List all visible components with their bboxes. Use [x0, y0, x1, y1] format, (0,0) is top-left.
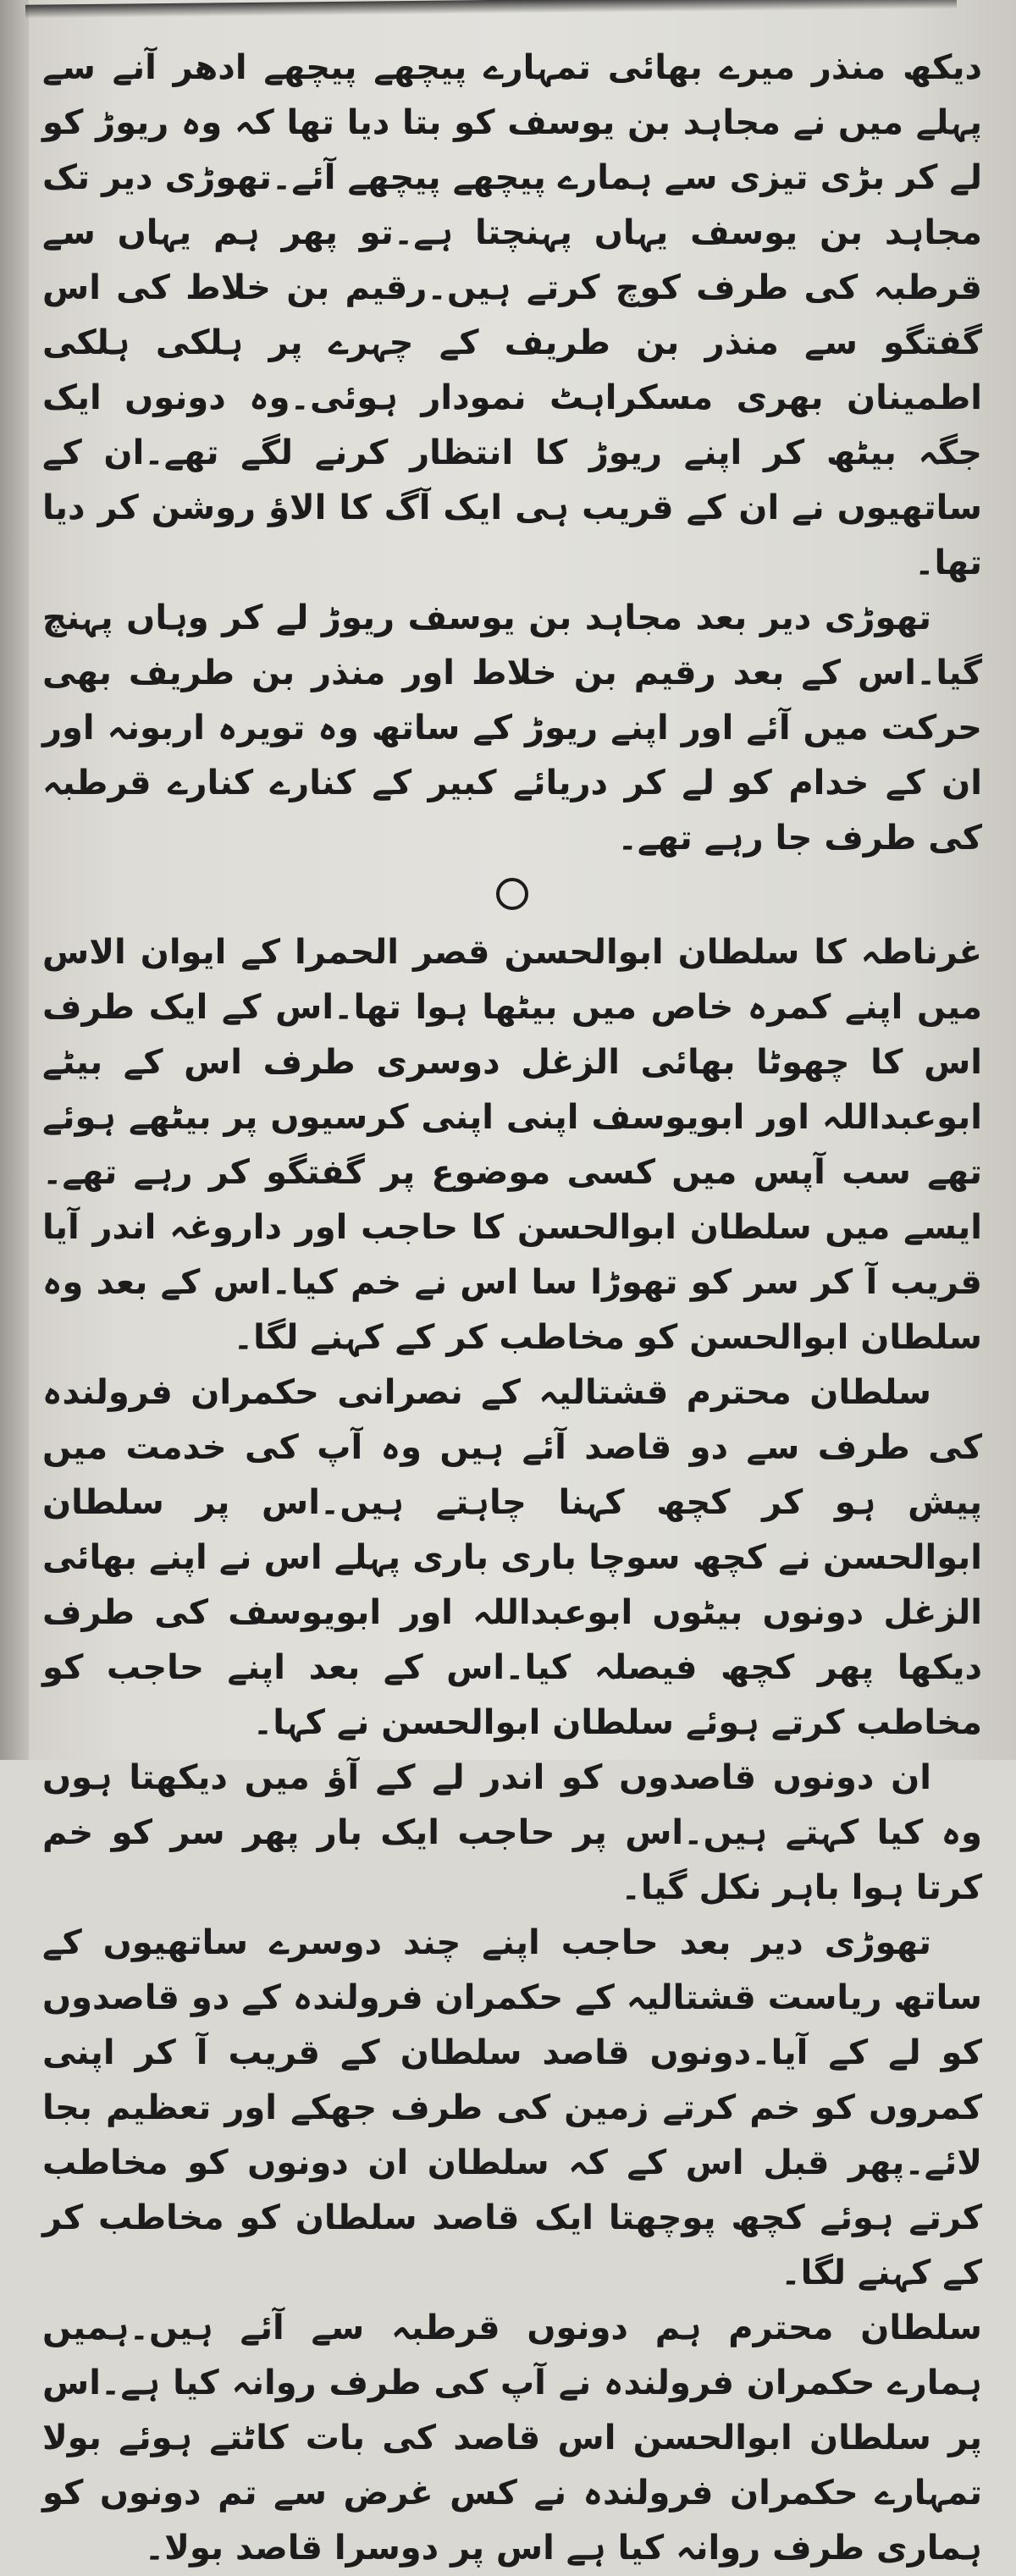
section-separator — [42, 869, 982, 918]
paragraph: تھوڑی دیر بعد مجاہد بن یوسف ریوڑ لے کر وہاں پہنچ گیا۔اس کے بعد رقیم بن خلاط اور منذر بن طریف بھی حرکت میں آئے اور اپنے ریوڑ کے ساتھ وہ تویرہ اربونہ اور ان کے خدام کو لے کر دریائے کبیر کے کنارے کنارے قرطبہ کی طرف جا رہے تھے۔ — [42, 598, 982, 858]
paragraph: دیکھ منذر میرے بھائی تمہارے پیچھے پیچھے ادھر آنے سے پہلے میں نے مجاہد بن یوسف کو بتا دیا تھا کہ وہ ریوڑ کو لے کر بڑی تیزی سے ہمارے پیچھے پیچھے آئے۔تھوڑی دیر تک مجاہد بن یوسف یہاں پہنچتا ہے۔تو پھر ہم یہاں سے قرطبہ کی طرف کوچ کرتے ہیں۔رقیم بن خلاط کی اس گفتگو سے منذر بن طریف کے چہرے پر ہلکی ہلکی اطمینان بھری مسکراہٹ نمودار ہوئی۔وہ دونوں ایک جگہ بیٹھ کر اپنے ریوڑ کا انتظار کرنے لگے تھے۔ان کے ساتھیوں نے ان کے قریب ہی ایک آگ کا الاؤ روشن کر دیا تھا۔ — [42, 48, 982, 582]
circle-separator-icon — [496, 878, 528, 910]
paragraph: سلطان محترم قشتالیہ کے نصرانی حکمران فرولندہ کی طرف سے دو قاصد آئے ہیں وہ آپ کی خدمت میں پیش ہو کر کچھ کہنا چاہتے ہیں۔اس پر سلطان ابوالحسن نے کچھ سوچا باری باری پہلے اس نے اپنے بھائی الزغل دونوں بیٹوں ابوعبداللہ اور ابویوسف کی طرف دیکھا پھر کچھ فیصلہ کیا۔اس کے بعد اپنے حاجب کو مخاطب کرتے ہوئے سلطان ابوالحسن نے کہا۔ — [42, 1373, 982, 1742]
paragraph: ان دونوں قاصدوں کو اندر لے کے آؤ میں دیکھتا ہوں وہ کیا کہتے ہیں۔اس پر حاجب ایک بار پھر سر کو خم کرتا ہوا باہر نکل گیا۔ — [42, 1758, 982, 1907]
paragraph: غرناطہ کا سلطان ابوالحسن قصر الحمرا کے ایوان الاس میں اپنے کمرہ خاص میں بیٹھا ہوا تھا۔اس کے ایک طرف اس کا چھوٹا بھائی الزغل دوسری طرف اس کے بیٹے ابوعبداللہ اور ابویوسف اپنی اپنی کرسیوں پر بیٹھے ہوئے تھے سب آپس میں کسی موضوع پر گفتگو کر رہے تھے۔ایسے میں سلطان ابوالحسن کا حاجب اور داروغہ اندر آیا قریب آ کر سر کو تھوڑا سا اس نے خم کیا۔اس کے بعد وہ سلطان ابوالحسن کو مخاطب کر کے کہنے لگا۔ — [42, 933, 982, 1357]
page-binding-edge — [0, 0, 29, 1760]
text-block — [42, 41, 982, 2576]
page-top-shadow — [25, 0, 957, 19]
paragraph: تھوڑی دیر بعد حاجب اپنے چند دوسرے ساتھیوں کے ساتھ ریاست قشتالیہ کے حکمران فرولندہ کے دو قاصدوں کو لے کے آیا۔دونوں قاصد سلطان کے قریب آ کر اپنی کمروں کو خم کرتے زمین کی طرف جھکے اور تعظیم بجا لائے۔پھر قبل اس کے کہ سلطان ان دونوں کو مخاطب کرتے ہوئے کچھ پوچھتا ایک قاصد سلطان کو مخاطب کر کے کہنے لگا۔ — [42, 1923, 982, 2292]
paragraph: سلطان محترم ہم دونوں قرطبہ سے آئے ہیں۔ہمیں ہمارے حکمران فرولندہ نے آپ کی طرف روانہ کیا ہے۔اس پر سلطان ابوالحسن اس قاصد کی بات کاٹتے ہوئے بولا تمہارے حکمران فرولندہ نے کس غرض سے تم دونوں کو ہماری طرف روانہ کیا ہے اس پر دوسرا قاصد بولا۔ — [42, 2308, 982, 2568]
